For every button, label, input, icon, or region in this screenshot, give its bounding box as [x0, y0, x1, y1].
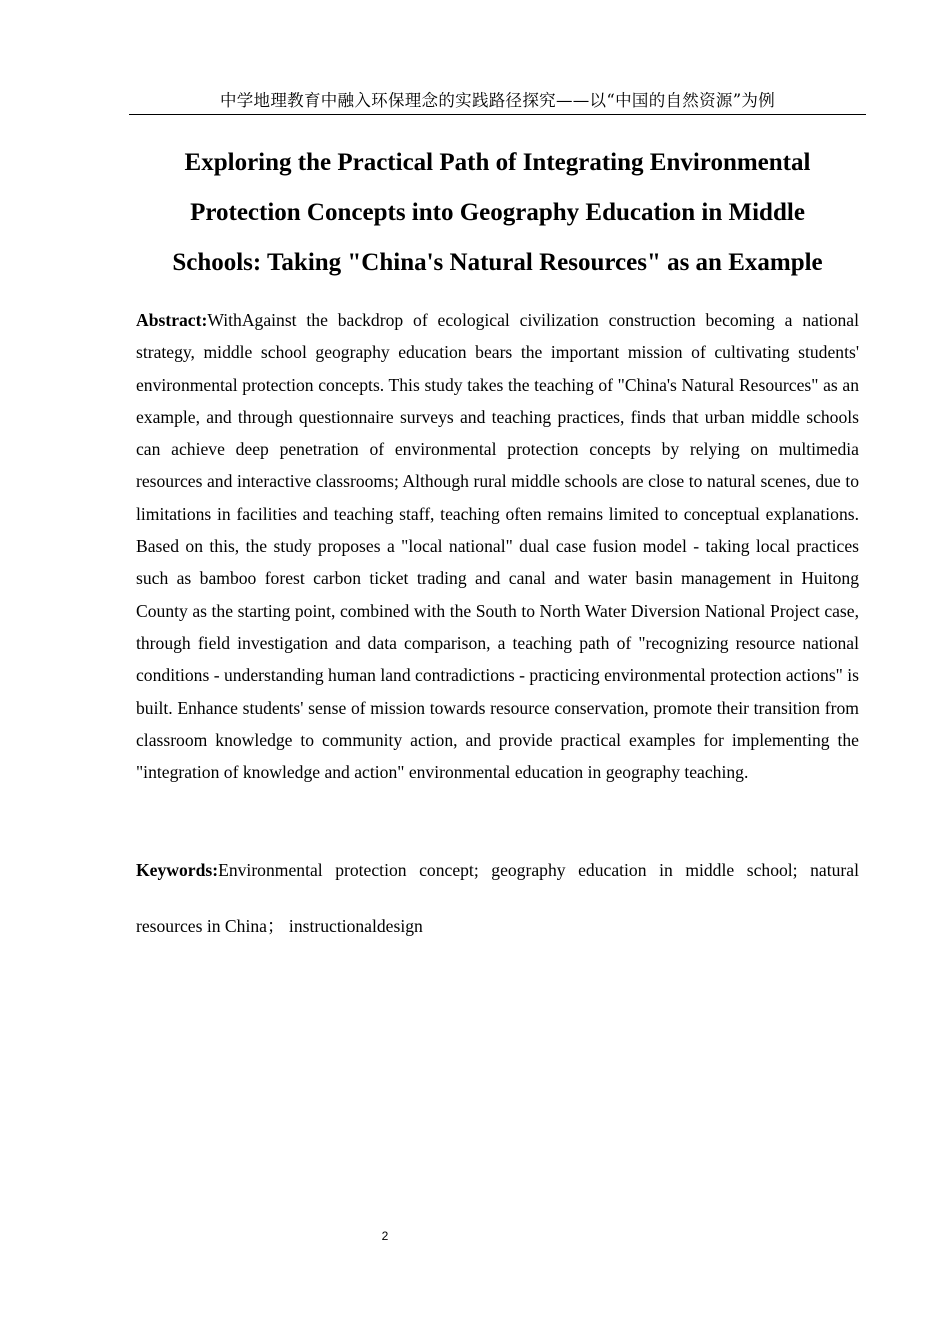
- header-rule: [129, 114, 866, 115]
- abstract-paragraph: [136, 304, 859, 788]
- paper-title: [136, 138, 859, 288]
- running-header: 中学地理教育中融入环保理念的实践路径探究——以“中国的自然资源”为例: [219, 91, 776, 110]
- keywords-label: Keywords:: [136, 860, 219, 880]
- page-number: 2: [381, 1229, 389, 1243]
- title-line-3: Schools: Taking "China's Natural Resources" as an Example: [172, 249, 823, 276]
- keywords-paragraph: [136, 842, 859, 954]
- title-line-2: Protection Concepts into Geography Education in Middle: [190, 199, 805, 226]
- title-line-1: Exploring the Practical Path of Integrating Environmental: [184, 149, 811, 176]
- abstract-label: Abstract:: [136, 310, 208, 330]
- abstract-text: WithAgainst the backdrop of ecological civilization construction becoming a national strategy, middle school geography education bears the important mission of cultivating students' environmental protection concepts. This study takes the teaching of "China's Natural Resources" as an example, and through questionnaire surveys and teaching practices, finds that urban middle schools can achieve deep penetration of environmental protection concepts by relying on multimedia resources and interactive classrooms; Although rural middle schools are close to natural scenes, due to limitations in facilities and teaching staff, teaching often remains limited to conceptual explanations. Based on this, the study proposes a "local national" dual case fusion model - taking local practices such as bamboo forest carbon ticket trading and canal and water basin management in Huitong County as the starting point, combined with the South to North Water Diversion National Project case, through field investigation and data comparison, a teaching path of "recognizing resource national conditions - understanding human land contradictions - practicing environmental protection actions" is built. Enhance students' sense of mission towards resource conservation, promote their transition from classroom knowledge to community action, and provide practical examples for implementing the "integration of knowledge and action" environmental education in geography teaching.: [136, 310, 859, 783]
- keywords-text: Environmental protection concept; geography education in middle school; natural resources in China； instructionaldesign: [136, 860, 859, 936]
